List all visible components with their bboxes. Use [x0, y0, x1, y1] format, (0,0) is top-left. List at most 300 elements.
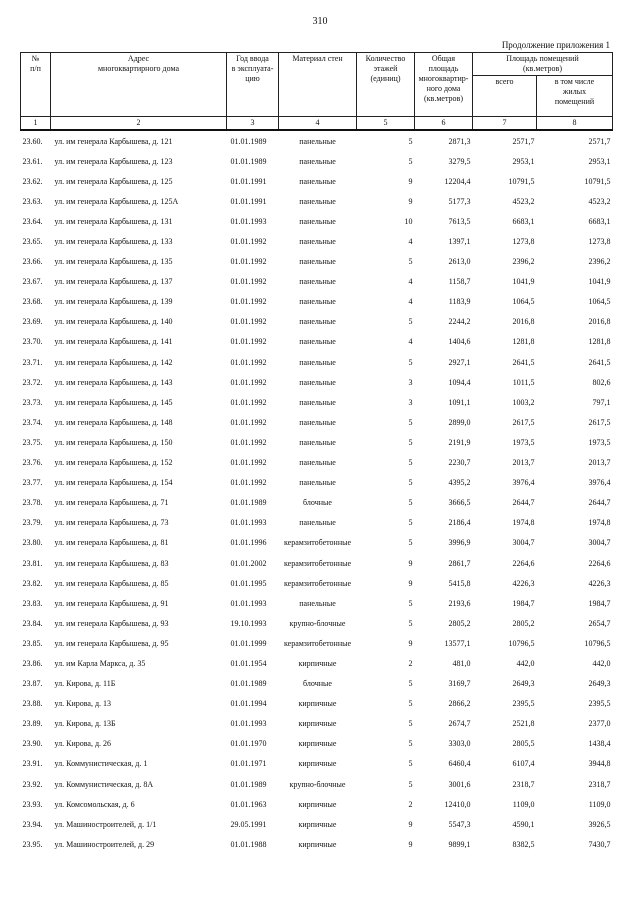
address-cell: ул. им генерала Карбышева, д. 139: [54, 297, 173, 307]
year-cell: 01.01.1992: [230, 397, 267, 407]
year-cell: 01.01.1993: [230, 518, 267, 528]
address-cell: ул. им генерала Карбышева, д. 143: [54, 377, 173, 387]
header-residential: в том числе жилых помещений: [537, 76, 613, 117]
year-cell: 01.01.1970: [230, 739, 267, 749]
row-number: 23.62.: [22, 176, 43, 186]
row-number: 23.68.: [22, 297, 43, 307]
total-area-cell: 6460,4: [448, 759, 471, 769]
year-cell: 01.01.1991: [230, 176, 267, 186]
material-cell: кирпичные: [298, 819, 337, 829]
row-number: 23.66.: [22, 257, 43, 267]
total-area-cell: 3169,7: [448, 679, 471, 689]
premises-area-cell: 10796,5: [508, 638, 535, 648]
total-area-cell: 5415,8: [448, 578, 471, 588]
premises-area-cell: 1974,8: [512, 518, 535, 528]
row-number: 23.94.: [22, 819, 43, 829]
premises-area-cell: 2013,7: [512, 458, 535, 468]
material-cell: панельные: [299, 257, 336, 267]
material-cell: панельные: [299, 417, 336, 427]
table-row: [21, 191, 613, 211]
premises-area-cell: 2641,5: [512, 357, 535, 367]
year-cell: 01.01.1988: [230, 839, 267, 849]
floors-cell: 5: [408, 719, 413, 729]
row-number: 23.84.: [22, 618, 43, 628]
total-area-cell: 2674,7: [448, 719, 471, 729]
premises-area-cell: 2395,5: [512, 699, 535, 709]
year-cell: 01.01.1993: [230, 719, 267, 729]
year-cell: 01.01.1991: [230, 196, 267, 206]
total-area-cell: 2927,1: [448, 357, 471, 367]
table-row: [21, 312, 613, 332]
residential-area-cell: 1281,8: [588, 337, 611, 347]
material-cell: панельные: [299, 176, 336, 186]
table-row: [21, 674, 613, 694]
year-cell: 01.01.1995: [230, 578, 267, 588]
total-area-cell: 3303,0: [448, 739, 471, 749]
residential-area-cell: 7430,7: [588, 839, 611, 849]
material-cell: панельные: [299, 136, 336, 146]
address-cell: ул. им генерала Карбышева, д. 150: [54, 437, 173, 447]
total-area-cell: 2244,2: [448, 317, 471, 327]
year-cell: 01.01.1992: [230, 257, 267, 267]
row-number: 23.89.: [22, 719, 43, 729]
row-number: 23.95.: [22, 839, 43, 849]
address-cell: ул. им генерала Карбышева, д. 142: [54, 357, 173, 367]
premises-area-cell: 2617,5: [512, 417, 535, 427]
address-cell: ул. им генерала Карбышева, д. 71: [54, 498, 169, 508]
row-number: 23.70.: [22, 337, 43, 347]
material-cell: кирпичные: [298, 799, 337, 809]
table-row: [21, 653, 613, 673]
table-row: [21, 573, 613, 593]
row-number: 23.88.: [22, 699, 43, 709]
premises-area-cell: 1011,5: [512, 377, 535, 387]
floors-cell: 2: [408, 799, 413, 809]
residential-area-cell: 2654,7: [588, 618, 611, 628]
year-cell: 01.01.1992: [230, 317, 267, 327]
row-number: 23.69.: [22, 317, 43, 327]
premises-area-cell: 2521,8: [512, 719, 535, 729]
residential-area-cell: 2264,6: [588, 558, 611, 568]
total-area-cell: 1091,1: [448, 397, 471, 407]
total-area-cell: 2861,7: [448, 558, 471, 568]
table-row: [21, 332, 613, 352]
floors-cell: 4: [408, 237, 413, 247]
floors-cell: 5: [408, 257, 413, 267]
year-cell: 01.01.1963: [230, 799, 267, 809]
year-cell: 29.05.1991: [230, 819, 267, 829]
material-cell: кирпичные: [298, 658, 337, 668]
total-area-cell: 3666,5: [448, 498, 471, 508]
table-row: [21, 211, 613, 231]
year-cell: 01.01.1989: [230, 156, 267, 166]
residential-area-cell: 2016,8: [588, 317, 611, 327]
year-cell: 01.01.1994: [230, 699, 267, 709]
material-cell: панельные: [299, 237, 336, 247]
table-row: [21, 292, 613, 312]
material-cell: панельные: [299, 196, 336, 206]
row-number: 23.80.: [22, 538, 43, 548]
total-area-cell: 3996,9: [448, 538, 471, 548]
table-row: [21, 392, 613, 412]
material-cell: кирпичные: [298, 699, 337, 709]
table-row: [21, 231, 613, 251]
total-area-cell: 3279,5: [448, 156, 471, 166]
material-cell: кирпичные: [298, 719, 337, 729]
total-area-cell: 2186,4: [448, 518, 471, 528]
row-number: 23.65.: [22, 237, 43, 247]
table-header: [21, 53, 613, 131]
residential-area-cell: 2395,5: [588, 699, 611, 709]
material-cell: блочные: [303, 679, 332, 689]
residential-area-cell: 2644,7: [588, 498, 611, 508]
address-cell: ул. Кирова, д. 13: [54, 699, 112, 709]
row-number: 23.91.: [22, 759, 43, 769]
premises-area-cell: 4590,1: [512, 819, 535, 829]
address-cell: ул. им генерала Карбышева, д. 135: [54, 257, 173, 267]
column-number: 5: [357, 117, 415, 131]
address-cell: ул. им генерала Карбышева, д. 125А: [54, 196, 179, 206]
header-floors: Количество этажей (единиц): [357, 53, 415, 117]
material-cell: панельные: [299, 518, 336, 528]
table-row: [21, 533, 613, 553]
premises-area-cell: 6683,1: [512, 216, 535, 226]
residential-area-cell: 1973,5: [588, 437, 611, 447]
floors-cell: 5: [408, 538, 413, 548]
floors-cell: 9: [408, 578, 413, 588]
year-cell: 01.01.1989: [230, 779, 267, 789]
table-row: [21, 633, 613, 653]
floors-cell: 5: [408, 417, 413, 427]
table-row: [21, 412, 613, 432]
premises-area-cell: 2805,2: [512, 618, 535, 628]
total-area-cell: 2871,3: [448, 136, 471, 146]
row-number: 23.76.: [22, 458, 43, 468]
floors-cell: 2: [408, 658, 413, 668]
total-area-cell: 4395,2: [448, 478, 471, 488]
year-cell: 01.01.1989: [230, 498, 267, 508]
table-row: [21, 252, 613, 272]
premises-area-cell: 1003,2: [512, 397, 535, 407]
material-cell: кирпичные: [298, 759, 337, 769]
table-row: [21, 473, 613, 493]
address-cell: ул. Машиностроителей, д. 29: [54, 839, 155, 849]
year-cell: 01.01.1996: [230, 538, 267, 548]
table-row: [21, 714, 613, 734]
total-area-cell: 2866,2: [448, 699, 471, 709]
header-premises-area: Площадь помещений (кв.метров): [473, 53, 613, 76]
total-area-cell: 1404,6: [448, 337, 471, 347]
year-cell: 19.10.1993: [230, 618, 267, 628]
floors-cell: 10: [404, 216, 413, 226]
total-area-cell: 1158,7: [448, 277, 471, 287]
premises-area-cell: 1281,8: [512, 337, 535, 347]
floors-cell: 5: [408, 458, 413, 468]
residential-area-cell: 2617,5: [588, 417, 611, 427]
premises-area-cell: 2953,1: [512, 156, 535, 166]
address-cell: ул. им генерала Карбышева, д. 85: [54, 578, 169, 588]
address-cell: ул. им генерала Карбышева, д. 141: [54, 337, 173, 347]
residential-area-cell: 1064,5: [588, 297, 611, 307]
address-cell: ул. им генерала Карбышева, д. 91: [54, 598, 169, 608]
total-area-cell: 1094,4: [448, 377, 471, 387]
address-cell: ул. Кирова, д. 13Б: [54, 719, 116, 729]
premises-area-cell: 4523,2: [512, 196, 535, 206]
premises-area-cell: 6107,4: [512, 759, 535, 769]
residential-area-cell: 1438,4: [588, 739, 611, 749]
residential-area-cell: 4523,2: [588, 196, 611, 206]
row-number: 23.81.: [22, 558, 43, 568]
material-cell: керамзитобетонные: [283, 578, 352, 588]
residential-area-cell: 2377,0: [588, 719, 611, 729]
floors-cell: 9: [408, 638, 413, 648]
material-cell: панельные: [299, 337, 336, 347]
header-year: Год ввода в эксплуата- цию: [227, 53, 279, 117]
floors-cell: 9: [408, 558, 413, 568]
material-cell: керамзитобетонные: [283, 638, 352, 648]
premises-area-cell: 2644,7: [512, 498, 535, 508]
year-cell: 01.01.1992: [230, 237, 267, 247]
residential-area-cell: 2013,7: [588, 458, 611, 468]
address-cell: ул. им генерала Карбышева, д. 123: [54, 156, 173, 166]
total-area-cell: 3001,6: [448, 779, 471, 789]
floors-cell: 5: [408, 679, 413, 689]
address-cell: ул. им генерала Карбышева, д. 125: [54, 176, 173, 186]
table-row: [21, 694, 613, 714]
year-cell: 01.01.1992: [230, 337, 267, 347]
premises-area-cell: 2805,5: [512, 739, 535, 749]
column-number: 6: [415, 117, 473, 131]
material-cell: кирпичные: [298, 739, 337, 749]
year-cell: 01.01.1989: [230, 679, 267, 689]
housing-register-table: [20, 52, 613, 854]
header-address: Адрес многоквартирного дома: [51, 53, 227, 117]
row-number: 23.73.: [22, 397, 43, 407]
address-cell: ул. им генерала Карбышева, д. 131: [54, 216, 173, 226]
total-area-cell: 5547,3: [448, 819, 471, 829]
address-cell: ул. им генерала Карбышева, д. 145: [54, 397, 173, 407]
material-cell: кирпичные: [298, 839, 337, 849]
floors-cell: 5: [408, 618, 413, 628]
total-area-cell: 5177,3: [448, 196, 471, 206]
premises-area-cell: 1064,5: [512, 297, 535, 307]
floors-cell: 5: [408, 478, 413, 488]
table-row: [21, 130, 613, 151]
total-area-cell: 2613,0: [448, 257, 471, 267]
header-all: всего: [473, 76, 537, 117]
floors-cell: 5: [408, 498, 413, 508]
column-number: 3: [227, 117, 279, 131]
total-area-cell: 2191,9: [448, 437, 471, 447]
table-row: [21, 834, 613, 854]
table-row: [21, 151, 613, 171]
premises-area-cell: 4226,3: [512, 578, 535, 588]
premises-area-cell: 10791,5: [508, 176, 535, 186]
row-number: 23.72.: [22, 377, 43, 387]
total-area-cell: 2230,7: [448, 458, 471, 468]
premises-area-cell: 2264,6: [512, 558, 535, 568]
year-cell: 01.01.1999: [230, 638, 267, 648]
continuation-note: Продолжение приложения 1: [501, 40, 610, 50]
year-cell: 01.01.1992: [230, 357, 267, 367]
year-cell: 01.01.1993: [230, 598, 267, 608]
header-num: № п/п: [21, 53, 51, 117]
floors-cell: 4: [408, 297, 413, 307]
material-cell: панельные: [299, 397, 336, 407]
floors-cell: 9: [408, 819, 413, 829]
premises-area-cell: 8382,5: [512, 839, 535, 849]
address-cell: ул. Коммунистическая, д. 1: [54, 759, 148, 769]
floors-cell: 5: [408, 598, 413, 608]
residential-area-cell: 1273,8: [588, 237, 611, 247]
column-number: 4: [279, 117, 357, 131]
row-number: 23.64.: [22, 216, 43, 226]
total-area-cell: 1183,9: [448, 297, 471, 307]
residential-area-cell: 4226,3: [588, 578, 611, 588]
residential-area-cell: 797,1: [592, 397, 611, 407]
year-cell: 01.01.1992: [230, 437, 267, 447]
material-cell: крупно-блочные: [289, 779, 346, 789]
row-number: 23.75.: [22, 437, 43, 447]
table-row: [21, 352, 613, 372]
year-cell: 01.01.1971: [230, 759, 267, 769]
table-row: [21, 453, 613, 473]
material-cell: панельные: [299, 156, 336, 166]
year-cell: 01.01.1993: [230, 216, 267, 226]
year-cell: 01.01.1992: [230, 297, 267, 307]
premises-area-cell: 1041,9: [512, 277, 535, 287]
table-row: [21, 493, 613, 513]
total-area-cell: 1397,1: [448, 237, 471, 247]
floors-cell: 9: [408, 196, 413, 206]
residential-area-cell: 2396,2: [588, 257, 611, 267]
material-cell: панельные: [299, 297, 336, 307]
premises-area-cell: 2649,3: [512, 679, 535, 689]
residential-area-cell: 2318,7: [588, 779, 611, 789]
floors-cell: 3: [408, 397, 413, 407]
row-number: 23.85.: [22, 638, 43, 648]
residential-area-cell: 1984,7: [588, 598, 611, 608]
table-row: [21, 794, 613, 814]
floors-cell: 5: [408, 518, 413, 528]
floors-cell: 5: [408, 437, 413, 447]
floors-cell: 9: [408, 176, 413, 186]
total-area-cell: 7613,5: [448, 216, 471, 226]
floors-cell: 5: [408, 136, 413, 146]
floors-cell: 5: [408, 357, 413, 367]
material-cell: панельные: [299, 598, 336, 608]
total-area-cell: 12410,0: [444, 799, 471, 809]
floors-cell: 4: [408, 277, 413, 287]
total-area-cell: 2805,2: [448, 618, 471, 628]
table-row: [21, 613, 613, 633]
floors-cell: 5: [408, 779, 413, 789]
material-cell: панельные: [299, 377, 336, 387]
column-number: 8: [537, 117, 613, 131]
table-row: [21, 372, 613, 392]
floors-cell: 5: [408, 739, 413, 749]
residential-area-cell: 2649,3: [588, 679, 611, 689]
material-cell: панельные: [299, 478, 336, 488]
floors-cell: 5: [408, 759, 413, 769]
material-cell: панельные: [299, 357, 336, 367]
residential-area-cell: 3976,4: [588, 478, 611, 488]
material-cell: панельные: [299, 277, 336, 287]
premises-area-cell: 1973,5: [512, 437, 535, 447]
residential-area-cell: 3926,5: [588, 819, 611, 829]
column-numbers-row: [21, 117, 613, 131]
premises-area-cell: 2396,2: [512, 257, 535, 267]
address-cell: ул. Кирова, д. 11Б: [54, 679, 116, 689]
residential-area-cell: 1974,8: [588, 518, 611, 528]
table-row: [21, 171, 613, 191]
floors-cell: 3: [408, 377, 413, 387]
header-total-area: Общая площадь многоквартир- ного дома (кв.метров): [415, 53, 473, 117]
address-cell: ул. им генерала Карбышева, д. 154: [54, 478, 173, 488]
table-row: [21, 272, 613, 292]
premises-area-cell: 2016,8: [512, 317, 535, 327]
premises-area-cell: 1109,0: [512, 799, 535, 809]
row-number: 23.61.: [22, 156, 43, 166]
premises-area-cell: 1273,8: [512, 237, 535, 247]
floors-cell: 9: [408, 839, 413, 849]
material-cell: панельные: [299, 437, 336, 447]
row-number: 23.60.: [22, 136, 43, 146]
table-row: [21, 553, 613, 573]
residential-area-cell: 442,0: [592, 658, 611, 668]
total-area-cell: 2899,0: [448, 417, 471, 427]
total-area-cell: 13577,1: [444, 638, 471, 648]
residential-area-cell: 2571,7: [588, 136, 611, 146]
column-number: 2: [51, 117, 227, 131]
table-body: [21, 130, 613, 854]
table-row: [21, 774, 613, 794]
address-cell: ул. им генерала Карбышева, д. 140: [54, 317, 173, 327]
row-number: 23.67.: [22, 277, 43, 287]
row-number: 23.78.: [22, 498, 43, 508]
address-cell: ул. им генерала Карбышева, д. 152: [54, 458, 173, 468]
address-cell: ул. Кирова, д. 26: [54, 739, 112, 749]
table-row: [21, 734, 613, 754]
total-area-cell: 12204,4: [444, 176, 471, 186]
premises-area-cell: 2318,7: [512, 779, 535, 789]
residential-area-cell: 6683,1: [588, 216, 611, 226]
row-number: 23.92.: [22, 779, 43, 789]
premises-area-cell: 442,0: [516, 658, 535, 668]
residential-area-cell: 3944,8: [588, 759, 611, 769]
material-cell: керамзитобетонные: [283, 558, 352, 568]
year-cell: 01.01.1992: [230, 277, 267, 287]
column-number: 1: [21, 117, 51, 131]
address-cell: ул. им генерала Карбышева, д. 81: [54, 538, 169, 548]
year-cell: 01.01.1992: [230, 458, 267, 468]
year-cell: 01.01.1992: [230, 377, 267, 387]
residential-area-cell: 802,6: [592, 377, 611, 387]
table-row: [21, 754, 613, 774]
page-number: 310: [312, 16, 328, 27]
premises-area-cell: 1984,7: [512, 598, 535, 608]
row-number: 23.82.: [22, 578, 43, 588]
floors-cell: 5: [408, 156, 413, 166]
header-material: Материал стен: [279, 53, 357, 117]
address-cell: ул. им генерала Карбышева, д. 83: [54, 558, 169, 568]
row-number: 23.87.: [22, 679, 43, 689]
floors-cell: 5: [408, 317, 413, 327]
address-cell: ул. им генерала Карбышева, д. 95: [54, 638, 169, 648]
address-cell: ул. им генерала Карбышева, д. 148: [54, 417, 173, 427]
address-cell: ул. Коммунистическая, д. 8А: [54, 779, 154, 789]
row-number: 23.86.: [22, 658, 43, 668]
